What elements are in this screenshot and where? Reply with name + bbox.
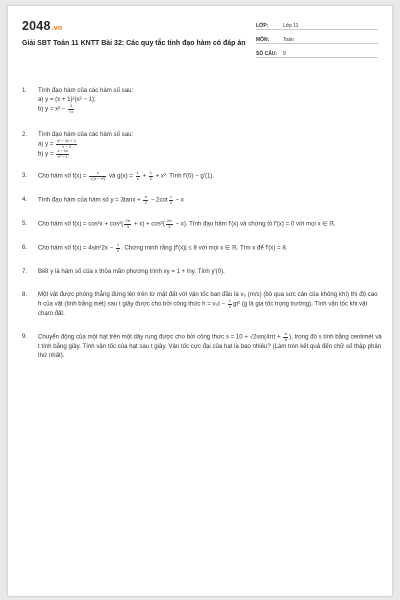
- fraction: [149, 171, 153, 181]
- question-text: − x). Tính đạo hàm f'(x) và chứng tỏ f'(x) = 0 với mọi x ∈ ℝ.: [173, 220, 336, 228]
- question-part-a: [38, 139, 382, 149]
- fraction-numerator: 1: [116, 242, 120, 247]
- fraction: [169, 195, 173, 205]
- question-3: 3. Cho hàm số f(x) = $\frac{x}{\text{√(4 − x²)}}$ và g(x) = $\frac{1}{x}$ + $\frac{1}{2}$ + x². Tính f'(0) − g'(1).: [22, 170, 215, 181]
- meta-row-subject: [256, 32, 378, 44]
- logo-text: 2048: [22, 19, 51, 33]
- fraction-denominator: 2: [116, 247, 120, 253]
- meta-value: Lớp 11: [283, 23, 299, 29]
- document-title: Giải SBT Toán 11 KNTT Bài 32: Các quy tắc tính đạo hàm có đáp án: [22, 40, 246, 47]
- part-b-text: b) y = x² −: [38, 105, 68, 113]
- fraction: [283, 332, 288, 342]
- fraction-numerator: 1 − 2x: [57, 148, 69, 153]
- logo-extension: .vn: [51, 25, 63, 32]
- question-text: . Chứng minh rằng |f'(x)| ≤ 8 với mọi x ∈ ℝ. Tìm x để f'(x) = 8.: [121, 244, 288, 252]
- site-logo[interactable]: [22, 19, 62, 33]
- fraction: [68, 104, 74, 114]
- question-text: Tính đạo hàm của hàm số y = 3tanx +: [38, 196, 143, 204]
- question-text: Cho hàm số f(x) = cos²x + cos²(: [38, 220, 124, 228]
- question-8: [22, 290, 382, 318]
- question-text: − 2cot: [149, 196, 168, 204]
- question-text: Biết y là hàm số của x thỏa mãn phương trình xy = 1 + lny. Tính y'(0).: [38, 268, 225, 275]
- question-text: gt² (g là gia tốc trọng trường). Tính vận tốc khi vật chạm đất.: [38, 300, 368, 317]
- part-b-text: b) y =: [38, 150, 56, 158]
- question-number: 8.: [22, 291, 28, 298]
- fraction: [166, 219, 173, 229]
- fraction: [136, 171, 140, 181]
- fraction-numerator: 2: [70, 103, 73, 108]
- fraction-numerator: 2π: [125, 218, 131, 223]
- fraction-numerator: 1: [149, 170, 152, 175]
- fraction: [56, 149, 69, 159]
- fraction-denominator: x: [136, 175, 139, 181]
- fraction: [143, 195, 148, 205]
- fraction-denominator: 3: [168, 223, 171, 229]
- fraction-numerator: 1: [136, 170, 139, 175]
- fraction-numerator: 2π: [166, 218, 172, 223]
- question-text: Một vật được phóng thẳng đứng lên trên từ mặt đất với vận tốc ban đầu là v₀ (m/s) (bỏ qua sức cản của không khí) thì độ cao h của vật (tính bằng mét) sau t giây được cho bởi công thức h = v₀t −: [38, 291, 378, 308]
- fraction-denominator: √(4 − x²): [90, 175, 106, 181]
- question-text: + x². Tính f'(0) − g'(1).: [153, 172, 215, 180]
- fraction-denominator: 2: [228, 303, 231, 309]
- question-text: − x: [173, 196, 184, 204]
- question-text: Chuyển động của một hạt trên một dây rung được cho bởi công thức s = 10 + √2sin(4πt +: [38, 333, 283, 341]
- question-4: [22, 195, 382, 205]
- question-7: [22, 267, 382, 276]
- question-text: và g(x) =: [107, 172, 135, 180]
- question-2: [22, 130, 382, 159]
- document-page: [8, 6, 392, 596]
- meta-value: 9: [283, 51, 286, 57]
- fraction-numerator: x: [89, 171, 106, 177]
- fraction: [116, 243, 120, 253]
- question-text: Tính đạo hàm của các hàm số sau:: [38, 87, 134, 94]
- question-text: Cho hàm số f(x) = 4sin²2x −: [38, 244, 115, 252]
- question-number: 4.: [22, 196, 28, 203]
- fraction-denominator: 2: [169, 199, 172, 205]
- fraction-denominator: 6: [284, 336, 287, 342]
- question-list: [22, 86, 382, 370]
- question-text: Cho hàm số f(x) =: [38, 172, 89, 180]
- fraction: [228, 299, 232, 309]
- question-9: [22, 332, 382, 360]
- question-part-b: [38, 149, 382, 159]
- question-part-b: [38, 104, 382, 114]
- fraction-denominator: x − 2: [62, 143, 71, 149]
- document-meta: [256, 18, 378, 60]
- meta-value: Toán: [283, 37, 294, 43]
- question-6: [22, 243, 382, 253]
- question-number: 7.: [22, 268, 28, 275]
- fraction: [89, 171, 106, 181]
- fraction-denominator: x² − 1: [57, 153, 68, 159]
- meta-label: LỚP:: [256, 23, 269, 29]
- question-5: [22, 219, 382, 229]
- meta-row-count: [256, 46, 378, 58]
- question-part-a: a) y = (x + 1)²(x² − 1);: [38, 96, 96, 103]
- fraction-numerator: 1: [228, 298, 231, 303]
- meta-label: MÔN:: [256, 37, 270, 43]
- question-1: [22, 86, 382, 114]
- fraction-numerator: x² − 4x + 1: [57, 138, 77, 143]
- fraction-numerator: x: [169, 194, 172, 199]
- fraction-denominator: 2: [149, 175, 152, 181]
- question-number: 5.: [22, 220, 28, 227]
- fraction-denominator: 3: [126, 223, 129, 229]
- meta-row-class: [256, 18, 378, 30]
- fraction-numerator: π: [284, 331, 288, 336]
- question-number: 9.: [22, 333, 28, 340]
- fraction: [124, 219, 131, 229]
- question-number: 6.: [22, 244, 28, 251]
- question-number: 3.: [22, 172, 28, 179]
- question-text: + x) + cos²(: [132, 220, 165, 228]
- question-number: 2.: [22, 131, 28, 138]
- fraction-denominator: √x: [69, 108, 74, 114]
- question-text: Tính đạo hàm của các hàm số sau:: [38, 131, 134, 138]
- fraction-numerator: π: [144, 194, 148, 199]
- fraction-denominator: 2: [144, 199, 147, 205]
- meta-label: SỐ CÂU:: [256, 51, 278, 57]
- question-text: ), trong đó s tính bằng centimét và t tính bằng giây. Tính vận tốc của hạt sau t giây. Vận tốc cực đại của hạt là bao nhiêu? (Làm tròn kết quả đến chữ số thập phân thứ nhất).: [38, 333, 382, 359]
- question-number: 1.: [22, 87, 28, 94]
- part-a-text: a) y =: [38, 140, 56, 148]
